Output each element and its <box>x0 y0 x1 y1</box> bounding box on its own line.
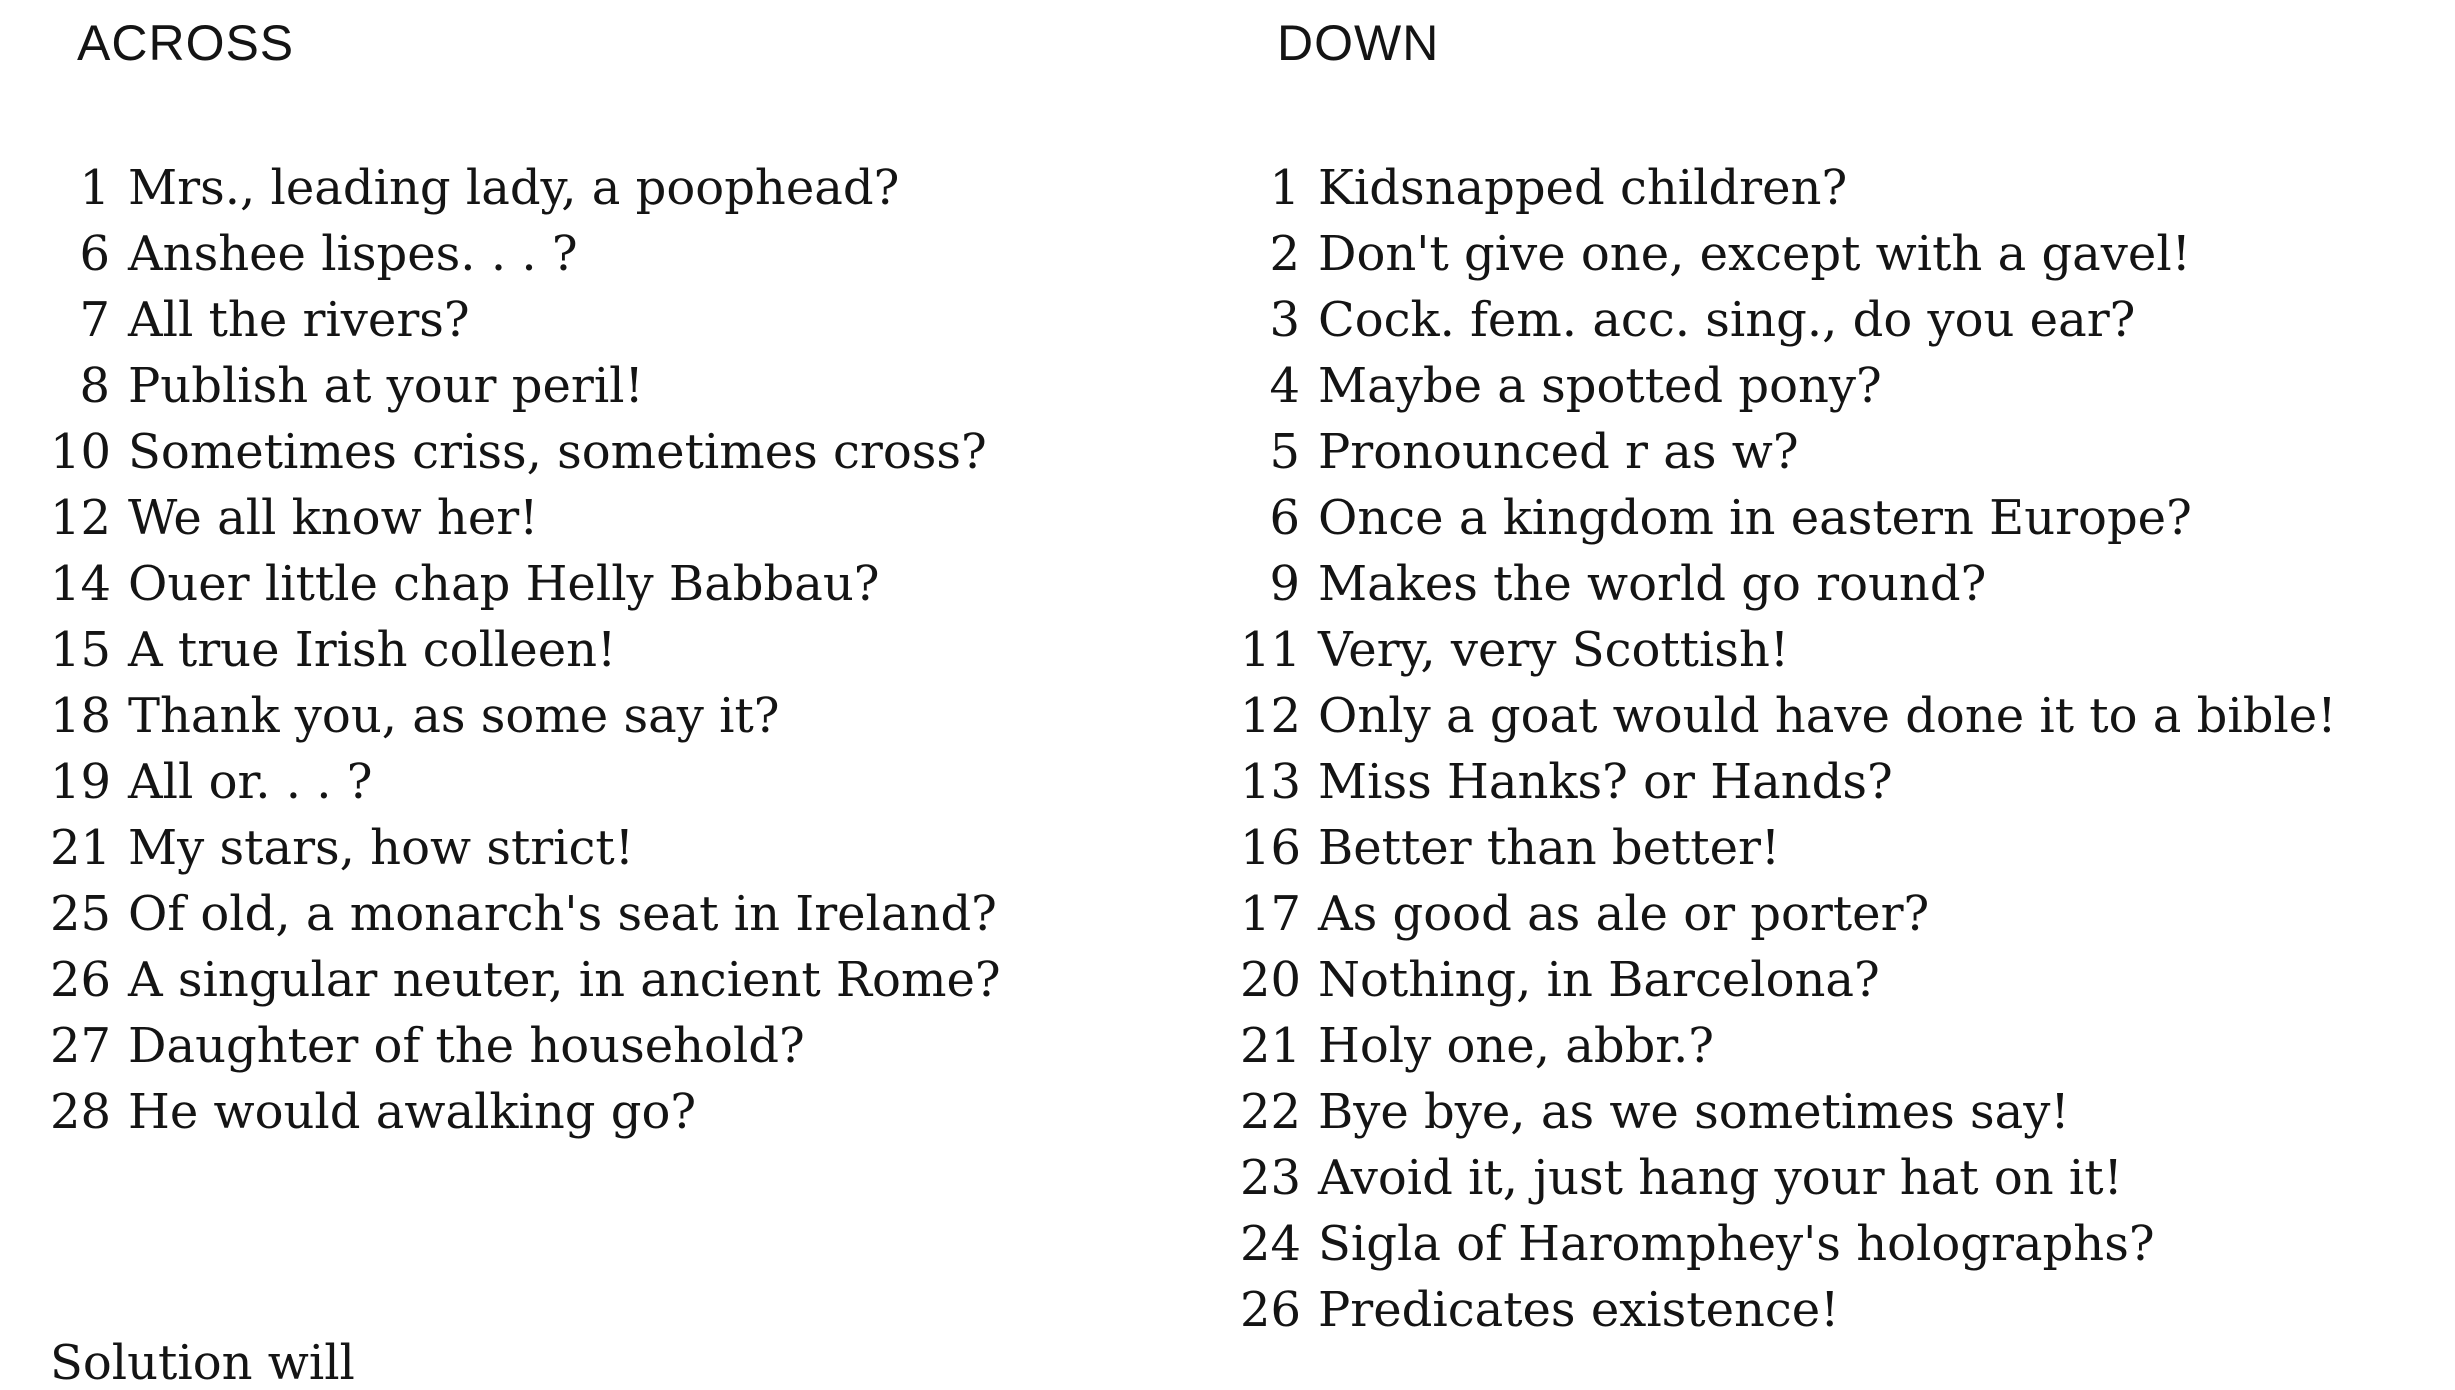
clue-number: 20 <box>1240 952 1302 1008</box>
down-clue <box>1240 221 2336 287</box>
clue-text: As good as ale or porter? <box>1318 886 1930 942</box>
down-clue <box>1240 749 2336 815</box>
clue-text: Kidsnapped children? <box>1318 160 1848 216</box>
clue-text: Miss Hanks? or Hands? <box>1318 754 1893 810</box>
across-clue <box>50 617 1001 683</box>
clue-text: Nothing, in Barcelona? <box>1318 952 1880 1008</box>
down-clue <box>1240 419 2336 485</box>
clue-number: 28 <box>50 1084 112 1140</box>
clue-number: 15 <box>50 622 112 678</box>
clue-text: Mrs., leading lady, a poophead? <box>128 160 900 216</box>
clue-text: We all know her! <box>128 490 539 546</box>
clue-text: Very, very Scottish! <box>1318 622 1790 678</box>
across-clue-list <box>50 155 1001 1145</box>
down-clue <box>1240 551 2336 617</box>
clue-number: 1 <box>79 160 110 216</box>
down-heading: DOWN <box>1277 15 1440 71</box>
clue-number: 18 <box>50 688 112 744</box>
clue-text: Thank you, as some say it? <box>128 688 780 744</box>
down-clue <box>1240 1079 2336 1145</box>
clue-number: 12 <box>1240 688 1302 744</box>
across-clue <box>50 287 1001 353</box>
clue-text: Don't give one, except with a gavel! <box>1318 226 2191 282</box>
across-clue <box>50 1013 1001 1079</box>
clue-text: Better than better! <box>1318 820 1781 876</box>
clue-number: 16 <box>1240 820 1302 876</box>
clue-number: 23 <box>1240 1150 1302 1206</box>
across-clue <box>50 551 1001 617</box>
clue-text: Sometimes criss, sometimes cross? <box>128 424 987 480</box>
clue-number: 7 <box>79 292 110 348</box>
clue-number: 17 <box>1240 886 1302 942</box>
clue-number: 6 <box>79 226 110 282</box>
clue-number: 5 <box>1269 424 1300 480</box>
clue-number: 4 <box>1269 358 1300 414</box>
clue-number: 9 <box>1269 556 1300 612</box>
across-clue <box>50 749 1001 815</box>
down-clue <box>1240 155 2336 221</box>
down-clue-list <box>1240 155 2336 1343</box>
down-clue <box>1240 1277 2336 1343</box>
across-clue <box>50 1079 1001 1145</box>
down-clue <box>1240 881 2336 947</box>
across-clue <box>50 419 1001 485</box>
clue-number: 12 <box>50 490 112 546</box>
clue-number: 2 <box>1269 226 1300 282</box>
clue-text: A singular neuter, in ancient Rome? <box>128 952 1001 1008</box>
clue-text: All or. . . ? <box>128 754 373 810</box>
down-clue <box>1240 683 2336 749</box>
clue-text: Holy one, abbr.? <box>1318 1018 1714 1074</box>
clue-number: 26 <box>1240 1282 1302 1338</box>
down-clue <box>1240 1013 2336 1079</box>
down-clue <box>1240 1145 2336 1211</box>
across-clue <box>50 947 1001 1013</box>
clue-number: 14 <box>50 556 112 612</box>
clue-number: 11 <box>1240 622 1302 678</box>
clue-number: 26 <box>50 952 112 1008</box>
clue-text: Maybe a spotted pony? <box>1318 358 1882 414</box>
clue-number: 6 <box>1269 490 1300 546</box>
clue-text: Daughter of the household? <box>128 1018 805 1074</box>
clue-text: Avoid it, just hang your hat on it! <box>1318 1150 2123 1206</box>
down-clue <box>1240 353 2336 419</box>
clue-text: Bye bye, as we sometimes say! <box>1318 1084 2070 1140</box>
across-clue <box>50 815 1001 881</box>
across-heading: ACROSS <box>77 15 295 71</box>
clue-text: Makes the world go round? <box>1318 556 1987 612</box>
clue-text: Sigla of Haromphey's holographs? <box>1318 1216 2155 1272</box>
across-clue <box>50 485 1001 551</box>
clue-number: 1 <box>1269 160 1300 216</box>
down-clue <box>1240 947 2336 1013</box>
clue-number: 21 <box>50 820 112 876</box>
clue-number: 27 <box>50 1018 112 1074</box>
clue-text: Only a goat would have done it to a bible! <box>1318 688 2337 744</box>
clue-text: All the rivers? <box>128 292 470 348</box>
across-clue <box>50 881 1001 947</box>
clue-text: Anshee lispes. . . ? <box>128 226 578 282</box>
clue-text: Of old, a monarch's seat in Ireland? <box>128 886 997 942</box>
clue-text: A true Irish colleen! <box>128 622 617 678</box>
clue-text: Publish at your peril! <box>128 358 644 414</box>
down-clue <box>1240 815 2336 881</box>
down-clue <box>1240 1211 2336 1277</box>
clue-text: Ouer little chap Helly Babbau? <box>128 556 880 612</box>
clue-text: Cock. fem. acc. sing., do you ear? <box>1318 292 2136 348</box>
down-clue <box>1240 617 2336 683</box>
across-clue <box>50 221 1001 287</box>
clue-number: 22 <box>1240 1084 1302 1140</box>
down-clue <box>1240 485 2336 551</box>
clue-text: My stars, how strict! <box>128 820 634 876</box>
clue-text: Predicates existence! <box>1318 1282 1840 1338</box>
clue-number: 24 <box>1240 1216 1302 1272</box>
clue-text: Once a kingdom in eastern Europe? <box>1318 490 2192 546</box>
clue-number: 19 <box>50 754 112 810</box>
clue-number: 25 <box>50 886 112 942</box>
across-clue <box>50 155 1001 221</box>
clue-number: 3 <box>1269 292 1300 348</box>
clue-text: He would awalking go? <box>128 1084 697 1140</box>
across-clue <box>50 353 1001 419</box>
clue-text: Pronounced r as w? <box>1318 424 1799 480</box>
cut-off-footer-text: Solution will <box>50 1335 355 1390</box>
clue-number: 13 <box>1240 754 1302 810</box>
clue-number: 21 <box>1240 1018 1302 1074</box>
across-clue <box>50 683 1001 749</box>
clue-number: 8 <box>79 358 110 414</box>
clue-number: 10 <box>50 424 112 480</box>
down-clue <box>1240 287 2336 353</box>
